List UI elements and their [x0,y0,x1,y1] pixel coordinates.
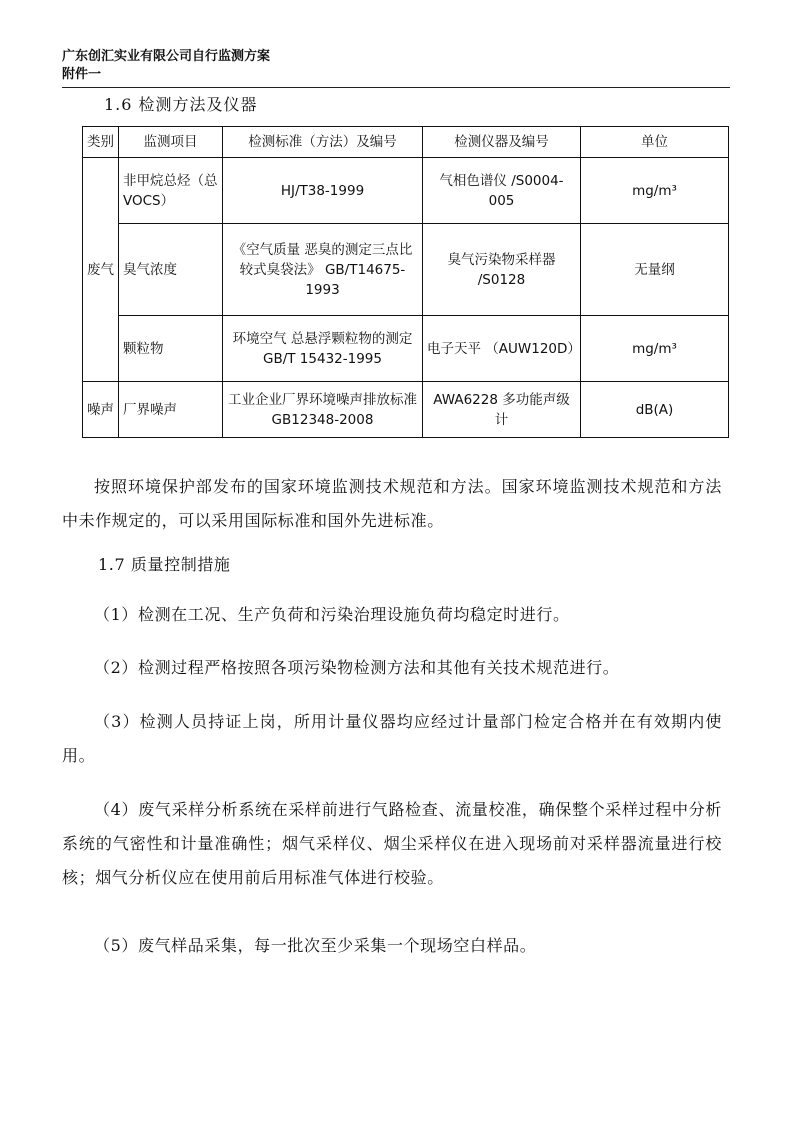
unit-cell: mg/m³ [581,316,729,382]
measure-4: （4）废气采样分析系统在采样前进行气路检查、流量校准，确保整个采样过程中分析系统的气密性和计量准确性；烟气采样仪、烟尘采样仪在进入现场前对采样器流量进行校核；烟气分析仪应在使用前后用标准气体进行校验。 [62,800,722,887]
standard-cell: 环境空气 总悬浮颗粒物的测定 GB/T 15432-1995 [223,316,423,382]
header-instrument: 检测仪器及编号 [423,127,581,158]
item-cell: 颗粒物 [119,316,223,382]
header-unit: 单位 [581,127,729,158]
instrument-cell: 臭气污染物采样器 /S0128 [423,224,581,316]
measure-2: （2）检测过程严格按照各项污染物检测方法和其他有关技术规范进行。 [94,658,620,677]
unit-cell: dB(A) [581,382,729,438]
table-row [83,382,729,438]
header-rule [62,87,730,88]
methods-table [82,126,729,438]
table-row [83,158,729,224]
measure-1: （1）检测在工况、生产负荷和污染治理设施负荷均稳定时进行。 [94,605,570,624]
header-standard: 检测标准（方法）及编号 [223,127,423,158]
document-header [62,48,270,84]
instrument-cell: 气相色谱仪 /S0004-005 [423,158,581,224]
header-category: 类别 [83,127,119,158]
table-header-row [83,127,729,158]
unit-cell: 无量纲 [581,224,729,316]
header-company-plan: 广东创汇实业有限公司自行监测方案 [62,49,271,64]
item-cell: 非甲烷总烃（总 VOCS） [119,158,223,224]
intro-paragraph: 按照环境保护部发布的国家环境监测技术规范和方法。国家环境监测技术规范和方法中未作规定的，可以采用国际标准和国外先进标准。 [62,477,722,530]
standard-cell: 工业企业厂界环境噪声排放标准 GB12348-2008 [223,382,423,438]
header-item: 监测项目 [119,127,223,158]
measure-3: （3）检测人员持证上岗，所用计量仪器均应经过计量部门检定合格并在有效期内使用。 [62,712,722,765]
standard-cell: 《空气质量 恶臭的测定三点比较式臭袋法》 GB/T14675-1993 [223,224,423,316]
category-cell-noise: 噪声 [83,382,119,438]
item-cell: 臭气浓度 [119,224,223,316]
category-cell-exhaust: 废气 [83,158,119,382]
unit-cell: mg/m³ [581,158,729,224]
item-cell: 厂界噪声 [119,382,223,438]
qc-section-title: 1.7 质量控制措施 [98,555,231,574]
instrument-cell: AWA6228 多功能声级计 [423,382,581,438]
table-row [83,224,729,316]
instrument-cell: 电子天平 （AUW120D） [423,316,581,382]
measure-5: （5）废气样品采集，每一批次至少采集一个现场空白样品。 [94,936,537,955]
table-row [83,316,729,382]
section-title: 1.6 检测方法及仪器 [104,95,258,114]
standard-cell: HJ/T38-1999 [223,158,423,224]
header-attachment: 附件一 [62,67,102,82]
